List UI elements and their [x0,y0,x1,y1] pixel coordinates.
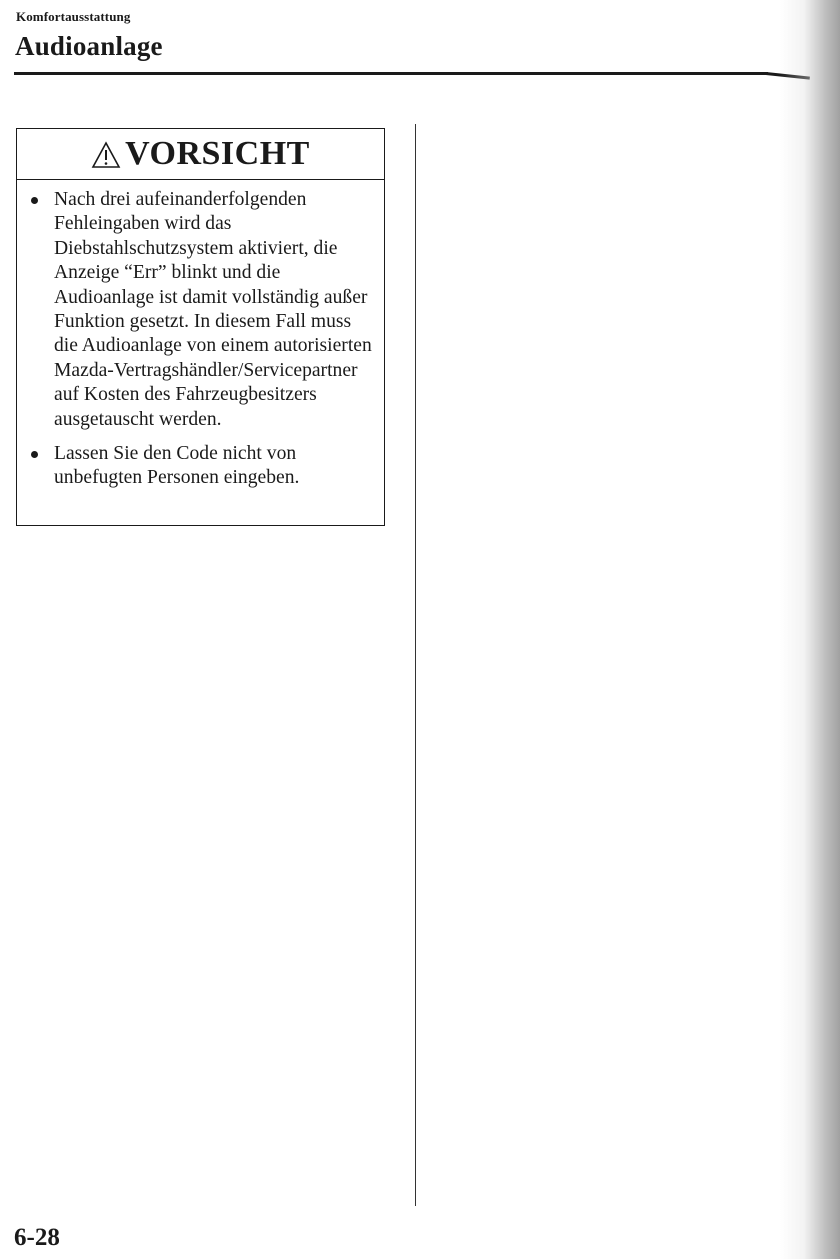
caution-title: VORSICHT [125,135,310,172]
section-label: Komfortausstattung [16,9,131,24]
caution-box [16,128,385,526]
warning-triangle-icon [91,141,121,169]
page-edge-shadow [780,0,840,1259]
caution-item-text: Lassen Sie den Code nicht von unbefugten Personen eingeben. [54,443,300,489]
column-divider [415,124,416,1206]
page-title: Audioanlage [15,31,163,61]
page-number: 6-28 [14,1224,60,1251]
caution-header [17,129,384,180]
caution-item-text: Nach drei aufeinanderfolgenden Fehleingaben wird das Diebstahlschutzsystem aktiviert, die Anzeige “Err” blinkt und die Audioanlage ist damit vollständig außer Funktion gesetzt. In diesem Fall muss die Audioanlage von einem autorisierten Mazda-Vertragshändler/Servicepartner auf Kosten des Fahrzeugbesitzers ausgetauscht werden. [54,189,372,430]
caution-item [29,188,374,432]
bullet-icon [31,451,38,458]
caution-item [29,442,374,491]
bullet-icon [31,197,38,204]
caution-list [17,180,384,491]
title-rule [14,72,768,75]
